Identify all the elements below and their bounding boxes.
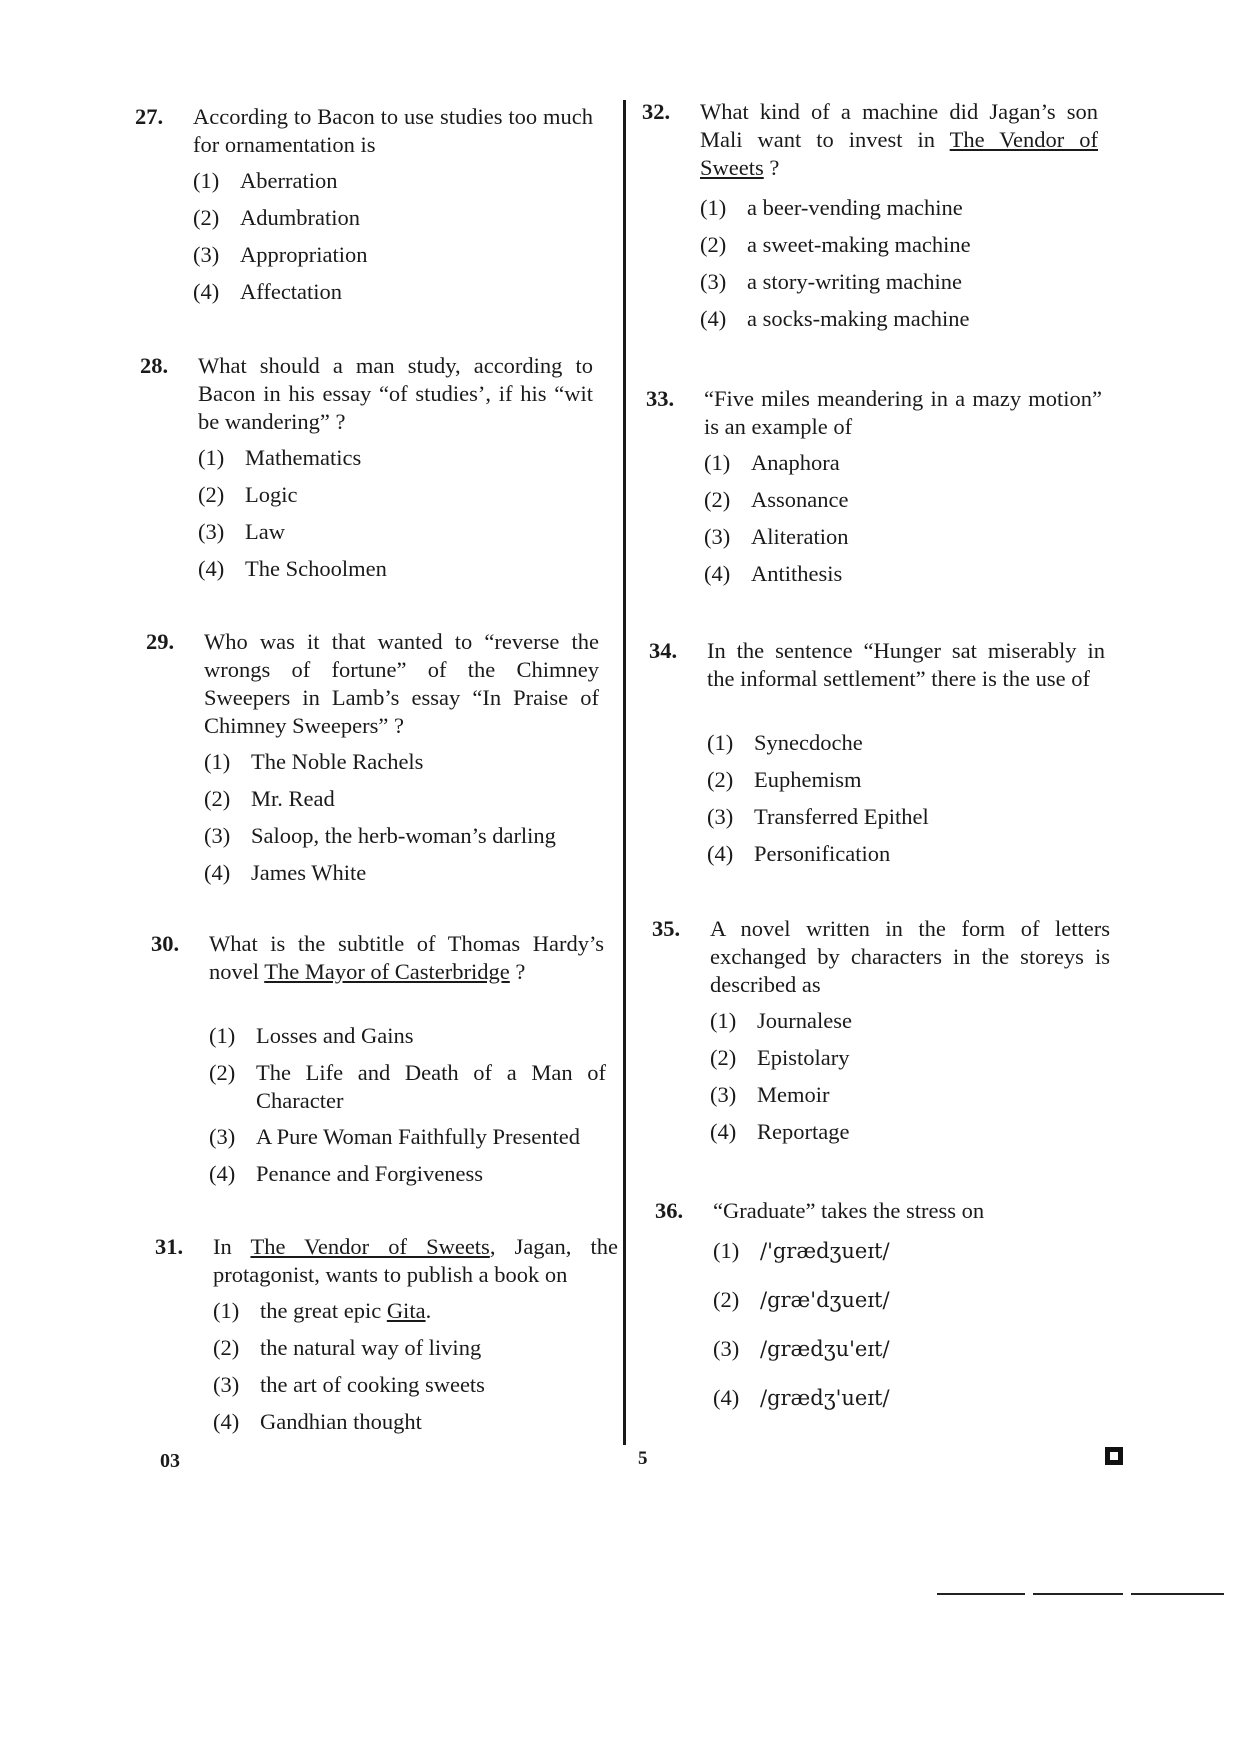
option-label: (4) [198,556,225,581]
option-text: Transferred Epithel [754,804,929,829]
option-label: (3) [713,1336,740,1361]
option-text: Penance and Forgiveness [256,1161,484,1186]
signature-line [1131,1593,1224,1595]
stem-text: ? [509,959,526,984]
booklet-code: 03 [160,1450,180,1472]
option-label: (4) [193,279,220,304]
option-text [260,1297,431,1325]
question-stem [213,1233,618,1289]
option-text: Aberration [240,168,338,193]
stem-text: What is the subtitle of Thomas Hardy’s novel [209,931,604,984]
option-label: (2) [193,205,220,230]
question-number: 27. [135,104,164,129]
option-text: /'grædʒueɪt/ [760,1239,890,1263]
square-end-mark-icon [1105,1447,1123,1465]
option-text: Appropriation [240,242,368,267]
stem-text: What kind of a machine did Jagan’s son Mali want to invest in [700,99,1098,152]
signature-line [937,1593,1025,1595]
option-text: Aliteration [751,524,849,549]
question-number: 29. [146,629,175,654]
option-label: (1) [204,749,231,774]
option-label: (1) [193,168,220,193]
option-text: The Life and Death of a Man of Character [256,1060,606,1113]
option-text-part: . [425,1298,432,1323]
question-stem [700,98,1098,182]
option-label: (4) [204,860,231,885]
option-text: Synecdoche [754,730,863,755]
option-label: (1) [700,195,727,220]
option-text: Gandhian thought [260,1409,422,1434]
option-text: /græ'dʒueɪt/ [760,1288,890,1312]
option-label: (2) [209,1060,236,1085]
option-text: Assonance [751,487,849,512]
option-text: Mathematics [245,445,362,470]
option-text: a beer-vending machine [747,195,963,220]
question-number: 30. [151,931,180,956]
option-text: Reportage [757,1119,850,1144]
option-text: Losses and Gains [256,1023,414,1048]
option-text: The Noble Rachels [251,749,424,774]
option-label: (2) [710,1045,737,1070]
option-label: (4) [707,841,734,866]
option-text: the art of cooking sweets [260,1372,485,1397]
question-stem: “Graduate” takes the stress on [713,1198,985,1223]
question-stem: Who was it that wanted to “reverse the wrongs of fortune” of the Chimney Sweepers in Lamb’s essay “In Praise of Chimney Sweepers” ? [204,629,599,738]
option-text-part: the great epic [260,1298,387,1323]
option-label: (4) [213,1409,240,1434]
option-label: (3) [710,1082,737,1107]
option-label: (4) [209,1161,236,1186]
stem-text: ? [763,155,780,180]
option-label: (2) [700,232,727,257]
question-number: 34. [649,638,678,663]
option-text: Logic [245,482,298,507]
option-label: (1) [704,450,731,475]
question-number: 36. [655,1198,684,1223]
column-divider [623,100,626,1445]
question-number: 31. [155,1234,184,1259]
option-text: Law [245,519,285,544]
option-label: (3) [204,823,231,848]
option-label: (1) [213,1298,240,1323]
option-text: a sweet-making machine [747,232,971,257]
option-text: James White [251,860,367,885]
option-text: Saloop, the herb-woman’s darling [251,823,556,848]
option-label: (1) [710,1008,737,1033]
question-number: 35. [652,916,681,941]
option-text: Antithesis [751,561,843,586]
option-label: (3) [707,804,734,829]
option-text: Euphemism [754,767,862,792]
question-stem [209,930,604,986]
option-text: a socks-making machine [747,306,970,331]
option-label: (4) [704,561,731,586]
option-text: Epistolary [757,1045,850,1070]
option-label: (4) [710,1119,737,1144]
signature-line [1033,1593,1123,1595]
page-number: 5 [638,1448,648,1469]
book-title: Gita [386,1298,426,1323]
option-label: (2) [707,767,734,792]
question-stem: According to Bacon to use studies too much for ornamentation is [193,104,593,157]
option-label: (1) [713,1238,740,1263]
question-stem: What should a man study, according to Bacon in his essay “of studies’, if his “wit be wandering” ? [198,353,593,434]
question-number: 32. [642,99,671,124]
option-label: (1) [198,445,225,470]
option-label: (3) [704,524,731,549]
question-stem: A novel written in the form of letters exchanged by characters in the storeys is described as [710,916,1110,997]
option-label: (3) [700,269,727,294]
option-label: (2) [204,786,231,811]
option-label: (2) [213,1335,240,1360]
option-label: (3) [198,519,225,544]
option-label: (3) [209,1124,236,1149]
novel-title: The Vendor of Sweets [250,1234,490,1259]
option-label: (2) [713,1287,740,1312]
stem-text: In [213,1234,251,1259]
option-label: (1) [707,730,734,755]
novel-title: The Mayor of Casterbridge [264,959,510,984]
option-text: Personification [754,841,891,866]
option-label: (3) [213,1372,240,1397]
option-label: (4) [700,306,727,331]
option-text: Affectation [240,279,343,304]
option-text: /grædʒu'eɪt/ [760,1337,890,1361]
option-label: (1) [209,1023,236,1048]
option-text: the natural way of living [260,1335,482,1360]
question-stem: In the sentence “Hunger sat miserably in the informal settlement” there is the use of [707,638,1105,691]
option-text: The Schoolmen [245,556,387,581]
option-text: Adumbration [240,205,360,230]
option-text: Journalese [757,1008,852,1033]
novel-title: The Vendor of Sweets [700,127,1098,180]
option-label: (3) [193,242,220,267]
option-text: Anaphora [751,450,840,475]
stem-text: , Jagan, the protagonist, wants to publish a book on [213,1234,619,1287]
question-number: 28. [140,353,169,378]
option-text: Mr. Read [251,786,335,811]
question-stem: “Five miles meandering in a mazy motion” is an example of [704,386,1102,439]
option-text: a story-writing machine [747,269,962,294]
option-label: (2) [198,482,225,507]
option-text: A Pure Woman Faithfully Presented [256,1124,580,1149]
option-text: Memoir [757,1082,830,1107]
option-label: (2) [704,487,731,512]
question-number: 33. [646,386,675,411]
option-text: /grædʒ'ueɪt/ [760,1386,890,1410]
option-label: (4) [713,1385,740,1410]
